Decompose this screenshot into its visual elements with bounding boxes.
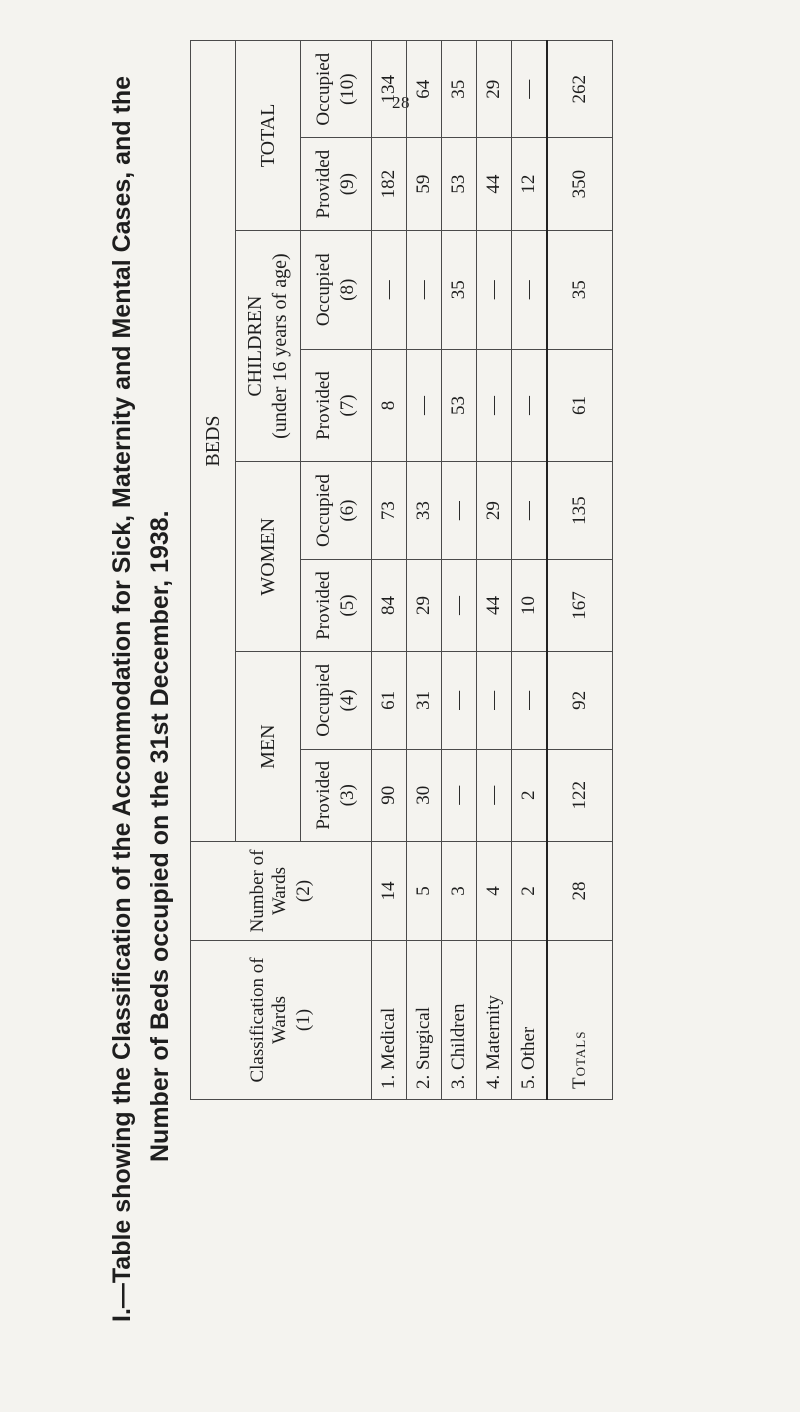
header-total-occupied (301, 41, 372, 138)
cell-women-provided: 44 (477, 559, 512, 651)
cell-women-occupied: 33 (407, 462, 442, 559)
header-total-provided (301, 138, 372, 230)
totals-women-provided: 167 (547, 559, 613, 651)
beds-table (190, 40, 613, 1100)
cell-children-provided: — (512, 349, 548, 462)
page-number: 28 (392, 93, 410, 112)
total-provided-label: Provided (313, 149, 335, 219)
cell-men-provided: 2 (512, 749, 548, 841)
row-label: 5. Other (512, 941, 548, 1100)
header-children-sub: (under 16 years of age) (269, 253, 291, 439)
cell-total-occupied: 29 (477, 41, 512, 138)
cell-children-provided: — (407, 349, 442, 462)
header-beds: BEDS (191, 41, 236, 842)
table-title-line-1: I.—Table showing the Classification of the Accommodation for Sick, Maternity and Mental Cases, and the (108, 75, 136, 1322)
row-label: 1. Medical (372, 941, 407, 1100)
header-wards-num: (2) (292, 879, 314, 903)
header-children-label: CHILDREN (244, 295, 266, 397)
row-label: 2. Surgical (407, 941, 442, 1100)
total-occupied-label: Occupied (313, 52, 335, 126)
men-occupied-num: (4) (337, 689, 358, 712)
header-children-provided (301, 349, 372, 462)
table-title-line-2: Number of Beds occupied on the 31st December, 1938. (146, 510, 174, 1162)
table-row (477, 41, 512, 1100)
cell-wards: 4 (477, 842, 512, 941)
header-women-provided (301, 559, 372, 651)
header-children-occupied (301, 230, 372, 349)
total-occupied-num: (10) (337, 73, 358, 106)
cell-women-provided: 84 (372, 559, 407, 651)
totals-total-occupied: 262 (547, 41, 613, 138)
cell-total-occupied: 35 (442, 41, 477, 138)
cell-women-provided: 29 (407, 559, 442, 651)
women-provided-num: (5) (337, 594, 358, 617)
header-classification-num: (1) (292, 1008, 314, 1032)
row-label: 3. Children (442, 941, 477, 1100)
cell-women-occupied: — (512, 462, 548, 559)
cell-children-occupied: — (512, 230, 548, 349)
cell-wards: 3 (442, 842, 477, 941)
cell-men-occupied: — (512, 652, 548, 749)
cell-wards: 5 (407, 842, 442, 941)
cell-total-provided: 182 (372, 138, 407, 230)
cell-women-provided: — (442, 559, 477, 651)
totals-children-occupied: 35 (547, 230, 613, 349)
cell-men-occupied: — (442, 652, 477, 749)
cell-total-occupied: 134 (372, 41, 407, 138)
children-occupied-label: Occupied (313, 253, 335, 327)
table-row (442, 41, 477, 1100)
cell-children-provided: 8 (372, 349, 407, 462)
row-label: 4. Maternity (477, 941, 512, 1100)
men-provided-label: Provided (313, 761, 335, 830)
table-row (372, 41, 407, 1100)
cell-women-occupied: 29 (477, 462, 512, 559)
cell-total-occupied: — (512, 41, 548, 138)
cell-men-provided: — (442, 749, 477, 841)
men-provided-num: (3) (337, 784, 358, 807)
totals-wards: 28 (547, 842, 613, 941)
women-occupied-num: (6) (337, 499, 358, 522)
cell-men-occupied: 61 (372, 652, 407, 749)
cell-women-provided: 10 (512, 559, 548, 651)
cell-men-occupied: — (477, 652, 512, 749)
totals-men-occupied: 92 (547, 652, 613, 749)
children-provided-num: (7) (337, 394, 358, 417)
totals-children-provided: 61 (547, 349, 613, 462)
cell-women-occupied: 73 (372, 462, 407, 559)
totals-men-provided: 122 (547, 749, 613, 841)
totals-label: Totals (547, 941, 613, 1100)
cell-total-provided: 53 (442, 138, 477, 230)
header-men-occupied (301, 652, 372, 749)
header-classification-label: Classification of Wards (247, 957, 291, 1083)
cell-children-provided: 53 (442, 349, 477, 462)
cell-children-provided: — (477, 349, 512, 462)
totals-women-occupied: 135 (547, 462, 613, 559)
cell-men-provided: 90 (372, 749, 407, 841)
cell-wards: 2 (512, 842, 548, 941)
header-wards (191, 842, 372, 941)
header-men-provided (301, 749, 372, 841)
cell-men-provided: 30 (407, 749, 442, 841)
header-women: WOMEN (236, 462, 301, 652)
cell-children-occupied: 35 (442, 230, 477, 349)
cell-women-occupied: — (442, 462, 477, 559)
header-total: TOTAL (236, 41, 301, 231)
header-classification (191, 941, 372, 1100)
women-occupied-label: Occupied (313, 474, 335, 547)
cell-total-occupied: 64 (407, 41, 442, 138)
women-provided-label: Provided (313, 571, 335, 640)
cell-men-occupied: 31 (407, 652, 442, 749)
cell-total-provided: 12 (512, 138, 548, 230)
cell-total-provided: 44 (477, 138, 512, 230)
children-provided-label: Provided (313, 371, 335, 440)
men-occupied-label: Occupied (313, 663, 335, 737)
table-row (407, 41, 442, 1100)
header-men: MEN (236, 652, 301, 842)
cell-children-occupied: — (372, 230, 407, 349)
header-women-occupied (301, 462, 372, 559)
cell-total-provided: 59 (407, 138, 442, 230)
header-children (236, 230, 301, 462)
children-occupied-num: (8) (337, 278, 358, 301)
cell-wards: 14 (372, 842, 407, 941)
cell-children-occupied: — (407, 230, 442, 349)
totals-total-provided: 350 (547, 138, 613, 230)
header-wards-label: Number of Wards (247, 849, 291, 933)
total-provided-num: (9) (337, 173, 358, 196)
cell-children-occupied: — (477, 230, 512, 349)
cell-men-provided: — (477, 749, 512, 841)
totals-row (547, 41, 613, 1100)
table-row (512, 41, 548, 1100)
